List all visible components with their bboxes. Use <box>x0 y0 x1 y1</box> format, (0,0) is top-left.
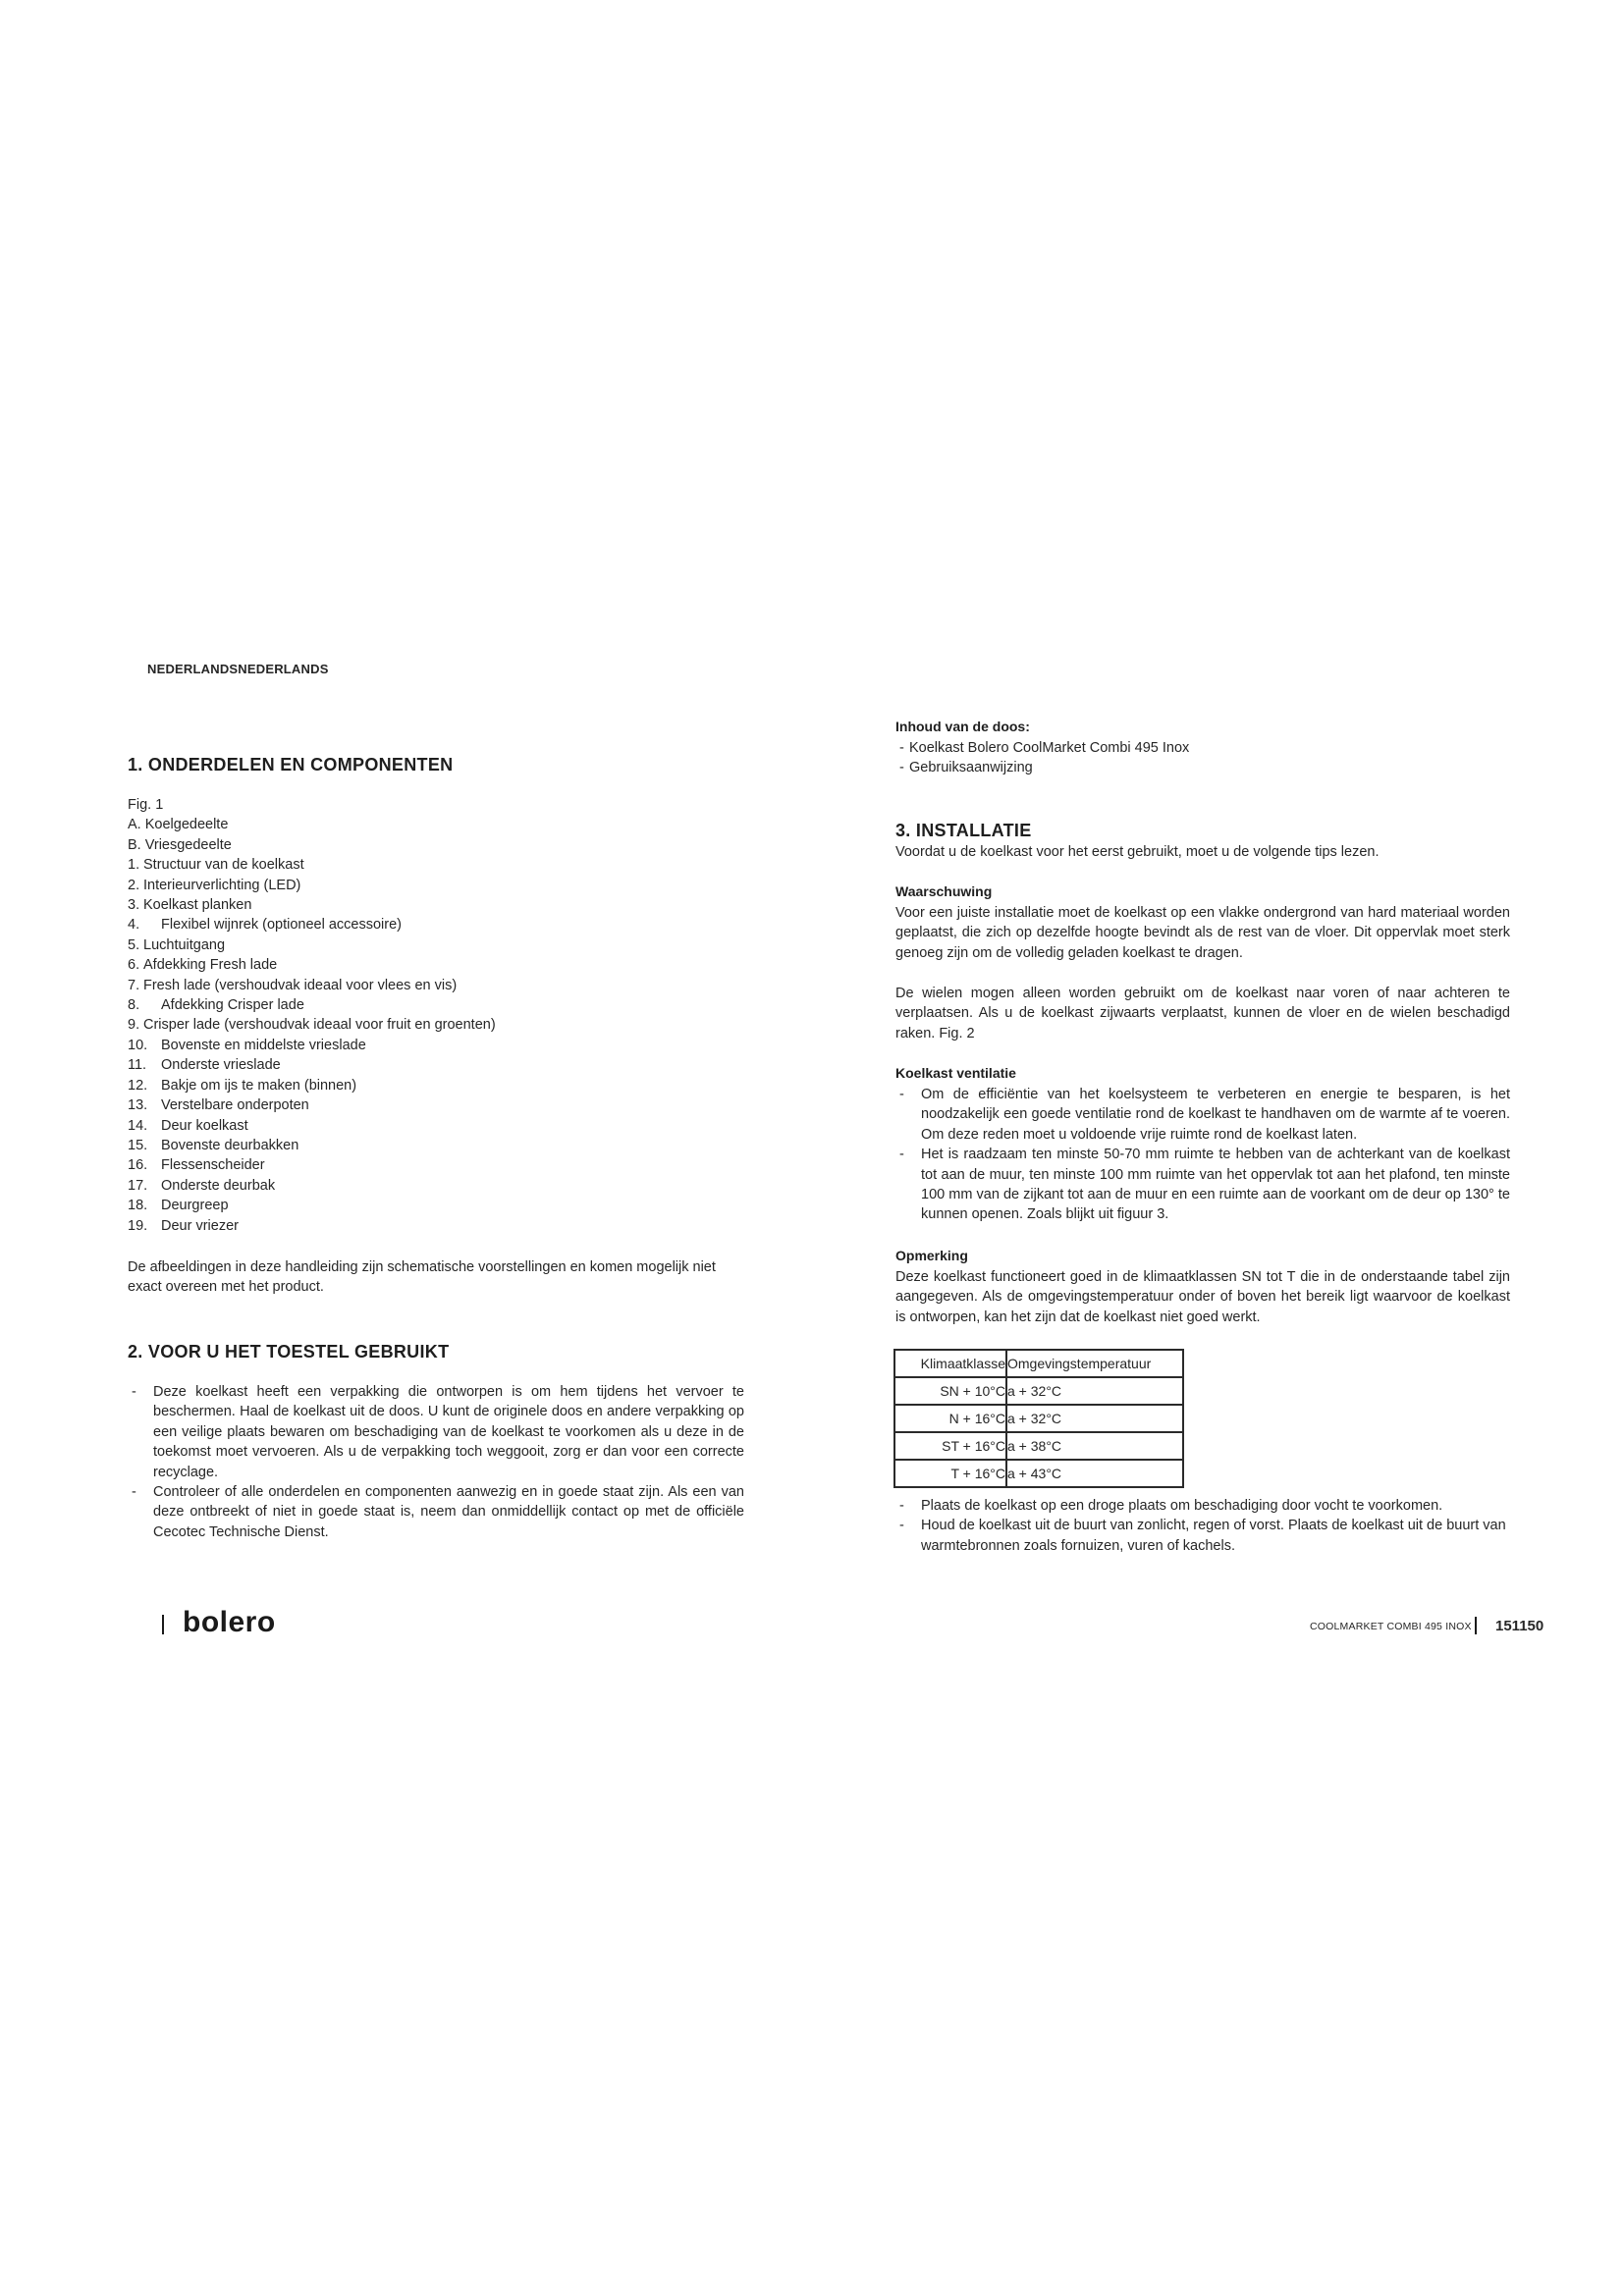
table-cell: ST + 16°C <box>894 1432 1006 1460</box>
language-header: NEDERLANDSNEDERLANDS <box>147 662 329 676</box>
list-item: 8. Afdekking Crisper lade <box>128 997 304 1014</box>
remark-text: Deze koelkast functioneert goed in de klimaatklassen SN tot T die in de onderstaande tabel zijn aangegeven. Als de omgevingstemperatuur onder of boven het bereik ligt waarvoor de koelkast is ontworpen, kan het zijn dat de koelkast niet goed werkt. <box>895 1269 1510 1325</box>
table-row <box>894 1460 1183 1487</box>
ventilation-title: Koelkast ventilatie <box>895 1065 1016 1081</box>
list-item: 11. Onderste vrieslade <box>128 1057 281 1074</box>
list-item: 4. Flexibel wijnrek (optioneel accessoire) <box>128 917 402 934</box>
table-row <box>894 1405 1183 1432</box>
footer-model: COOLMARKET COMBI 495 INOX <box>1310 1621 1472 1632</box>
fig-label: Fig. 1 <box>128 797 164 813</box>
table-header-row <box>894 1350 1183 1377</box>
list-item: 19. Deur vriezer <box>128 1217 239 1234</box>
list-item: 2. Interieurverlichting (LED) <box>128 877 301 893</box>
table-cell: N + 16°C <box>894 1405 1006 1432</box>
list-item: - Gebruiksaanwijzing <box>895 758 1386 777</box>
list-item: 9. Crisper lade (vershoudvak ideaal voor fruit en groenten) <box>128 1017 496 1034</box>
list-item: 16. Flessenscheider <box>128 1157 265 1174</box>
list-item: 18. Deurgreep <box>128 1198 229 1214</box>
warning-text-1: Voor een juiste installatie moet de koelkast op een vlakke ondergrond van hard materiaal worden geplaatst, die zich op dezelfde hoogte bevindt als de rest van de vloer. Dit oppervlak moet sterk genoeg zijn om de volledig geladen koelkast te dragen. <box>895 905 1510 961</box>
list-item: 13. Verstelbare onderpoten <box>128 1097 309 1114</box>
list-item: 1. Structuur van de koelkast <box>128 857 304 874</box>
placement-bullets <box>895 1496 1510 1556</box>
list-item: 17. Onderste deurbak <box>128 1177 276 1194</box>
table-cell: SN + 10°C <box>894 1377 1006 1405</box>
table-cell: a + 32°C <box>1006 1405 1183 1432</box>
list-item: 3. Koelkast planken <box>128 897 252 914</box>
box-contents-title: Inhoud van de doos: <box>895 719 1030 734</box>
list-item: - Houd de koelkast uit de buurt van zonlicht, regen of vorst. Plaats de koelkast uit de buurt van warmtebronnen zoals fornuizen, vuren of kachels. <box>895 1516 1510 1556</box>
list-item: - Om de efficiëntie van het koelsysteem te verbeteren en energie te besparen, is het noodzakelijk een goede ventilatie rond de koelkast te handhaven om de warmte af te voeren. Om deze reden moet u voldoende vrije ruimte rond de koelkast laten. <box>895 1085 1510 1145</box>
list-item: 15. Bovenste deurbakken <box>128 1137 299 1153</box>
section1-note: De afbeeldingen in deze handleiding zijn schematische voorstellingen en komen mogelijk niet exact overeen met het product. <box>128 1259 716 1296</box>
section1-list <box>128 795 756 1236</box>
ventilation-bullets <box>895 1085 1510 1225</box>
logo-bar <box>162 1615 164 1634</box>
list-item: - Koelkast Bolero CoolMarket Combi 495 Inox <box>895 738 1386 758</box>
list-item: - Het is raadzaam ten minste 50-70 mm ruimte te hebben van de achterkant van de koelkast tot aan de muur, ten minste 100 mm ruimte van het oppervlak tot aan het plafond, ten minste 100 mm van de zijkant tot aan de muur en een ruimte aan de voorkant om de deur op 130° te kunnen openen. Zoals blijkt uit figuur 3. <box>895 1145 1510 1225</box>
list-item: - Deze koelkast heeft een verpakking die ontworpen is om hem tijdens het vervoer te beschermen. Haal de koelkast uit de doos. U kunt de originele doos en andere verpakking op een veilige plaats bewaren om beschadiging van de koelkast te voorkomen als u deze in de toekomst moet vervoeren. Als u de verpakking toch weggooit, zorg er dan voor een correcte recyclage. <box>128 1382 744 1482</box>
section1-title: 1. ONDERDELEN EN COMPONENTEN <box>128 755 454 774</box>
list-item: 14. Deur koelkast <box>128 1117 248 1134</box>
section3-title: 3. INSTALLATIE <box>895 821 1032 840</box>
list-item: - Controleer of alle onderdelen en componenten aanwezig en in goede staat zijn. Als een van deze ontbreekt of niet in goede staat is, neem dan onmiddellijk contact op met de officiële Cecotec Technische Dienst. <box>128 1482 744 1542</box>
footer-product-code: 151150 <box>1495 1618 1544 1634</box>
table-row <box>894 1432 1183 1460</box>
section3-intro: Voordat u de koelkast voor het eerst gebruikt, moet u de volgende tips lezen. <box>895 844 1380 860</box>
list-item: 6. Afdekking Fresh lade <box>128 957 278 974</box>
table-cell: a + 32°C <box>1006 1377 1183 1405</box>
list-item: - Plaats de koelkast op een droge plaats om beschadiging door vocht te voorkomen. <box>895 1496 1510 1516</box>
table-row <box>894 1377 1183 1405</box>
table-cell: a + 43°C <box>1006 1460 1183 1487</box>
table-header-cell: Omgevingstemperatuur <box>1006 1350 1183 1377</box>
list-item: 12. Bakje om ijs te maken (binnen) <box>128 1077 357 1094</box>
letter-item: A. Koelgedeelte <box>128 817 229 833</box>
remark-title: Opmerking <box>895 1248 968 1263</box>
footer-separator <box>1475 1617 1477 1634</box>
list-item: 7. Fresh lade (vershoudvak ideaal voor vlees en vis) <box>128 977 458 993</box>
warning-title: Waarschuwing <box>895 883 993 899</box>
table-cell: T + 16°C <box>894 1460 1006 1487</box>
list-item: 5. Luchtuitgang <box>128 936 226 953</box>
section2-title: 2. VOOR U HET TOESTEL GEBRUIKT <box>128 1342 450 1362</box>
climate-class-table <box>893 1349 1184 1488</box>
brand-logo: bolero <box>183 1606 276 1638</box>
list-item: 10. Bovenste en middelste vrieslade <box>128 1037 366 1053</box>
box-contents-list <box>895 738 1386 778</box>
section2-bullets <box>128 1382 744 1542</box>
table-cell: a + 38°C <box>1006 1432 1183 1460</box>
table-header-cell: Klimaatklasse <box>894 1350 1006 1377</box>
letter-item: B. Vriesgedeelte <box>128 836 232 853</box>
warning-text-2: De wielen mogen alleen worden gebruikt om de koelkast naar voren of naar achteren te verplaatsen. Als u de koelkast zijwaarts verplaatst, kunnen de vloer en de wielen beschadigd raken. Fig. 2 <box>895 986 1510 1041</box>
